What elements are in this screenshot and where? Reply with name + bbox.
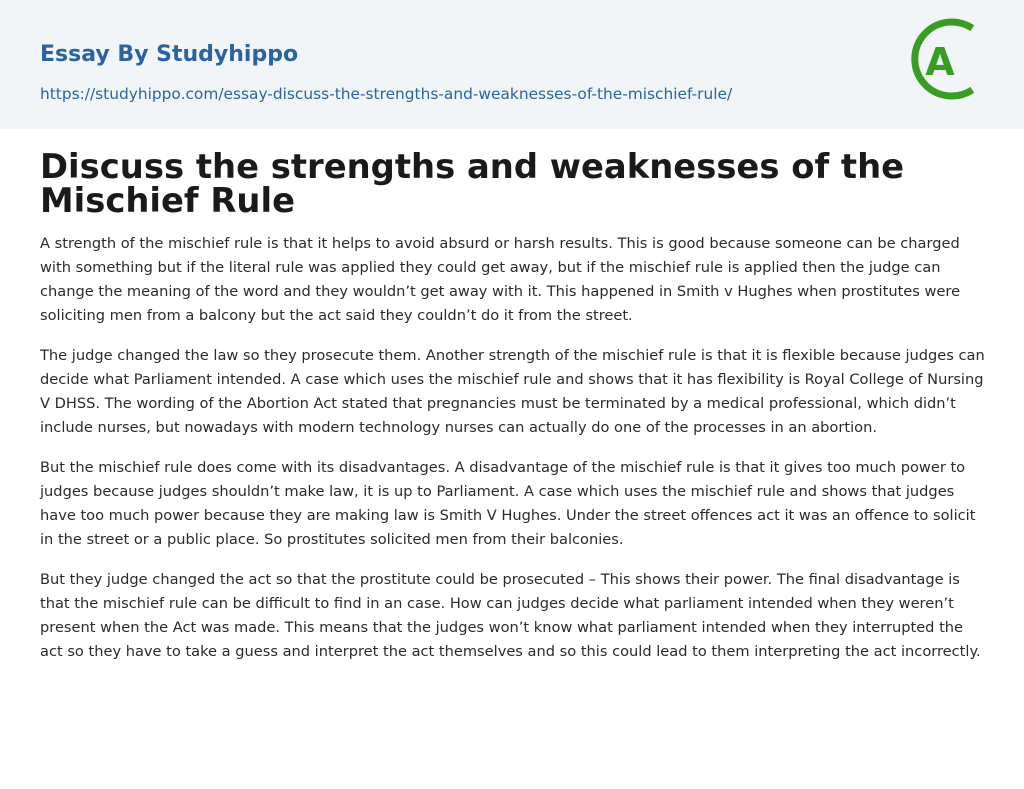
essay-paragraph: But they judge changed the act so that the prostitute could be prosecuted – This shows their power. The final disadvantage is that the mischief rule can be difficult to find in an case. How can judges decide what parliament intended when they weren’t present when the Act was made. This means that the judges won’t know what parliament intended when they interrupted the act so they have to take a guess and interpret the act themselves and so this could lead to them interpreting the act incorrectly. — [40, 571, 981, 660]
studyhippo-logo-icon[interactable] — [910, 18, 988, 106]
essay-paragraph: A strength of the mischief rule is that it helps to avoid absurd or harsh results. This is good because someone can be charged with something but if the literal rule was applied they could get away, but if the mischief rule is applied then the judge can change the meaning of the word and they wouldn’t get away with it. This happened in Smith v Hughes when prostitutes were soliciting men from a balcony but the act said they couldn’t do it from the street. — [40, 235, 961, 324]
page-title: Discuss the strengths and weaknesses of the Mischief Rule — [40, 147, 905, 220]
essay-paragraph: But the mischief rule does come with its disadvantages. A disadvantage of the mischief rule is that it gives too much power to judges because judges shouldn’t make law, it is up to Parliament. A case which uses the mischief rule and shows that judges have too much power because they are making law is Smith V Hughes. Under the street offences act it was an offence to solicit in the street or a public place. So prostitutes solicited men from their balconies. — [40, 459, 976, 548]
logo-letter: A — [925, 40, 955, 84]
article — [40, 147, 990, 664]
brand-title[interactable]: Essay By Studyhippo — [40, 42, 299, 67]
source-url-link[interactable]: https://studyhippo.com/essay-discuss-the-strengths-and-weaknesses-of-the-mischief-rule/ — [40, 85, 733, 103]
site-header — [0, 0, 1024, 129]
essay-paragraph: The judge changed the law so they prosecute them. Another strength of the mischief rule is that it is flexible because judges can decide what Parliament intended. A case which uses the mischief rule and shows that it has flexibility is Royal College of Nursing V DHSS. The wording of the Abortion Act stated that pregnancies must be terminated by a medical professional, which didn’t include nurses, but nowadays with modern technology nurses can actually do one of the processes in an abortion. — [40, 347, 985, 436]
